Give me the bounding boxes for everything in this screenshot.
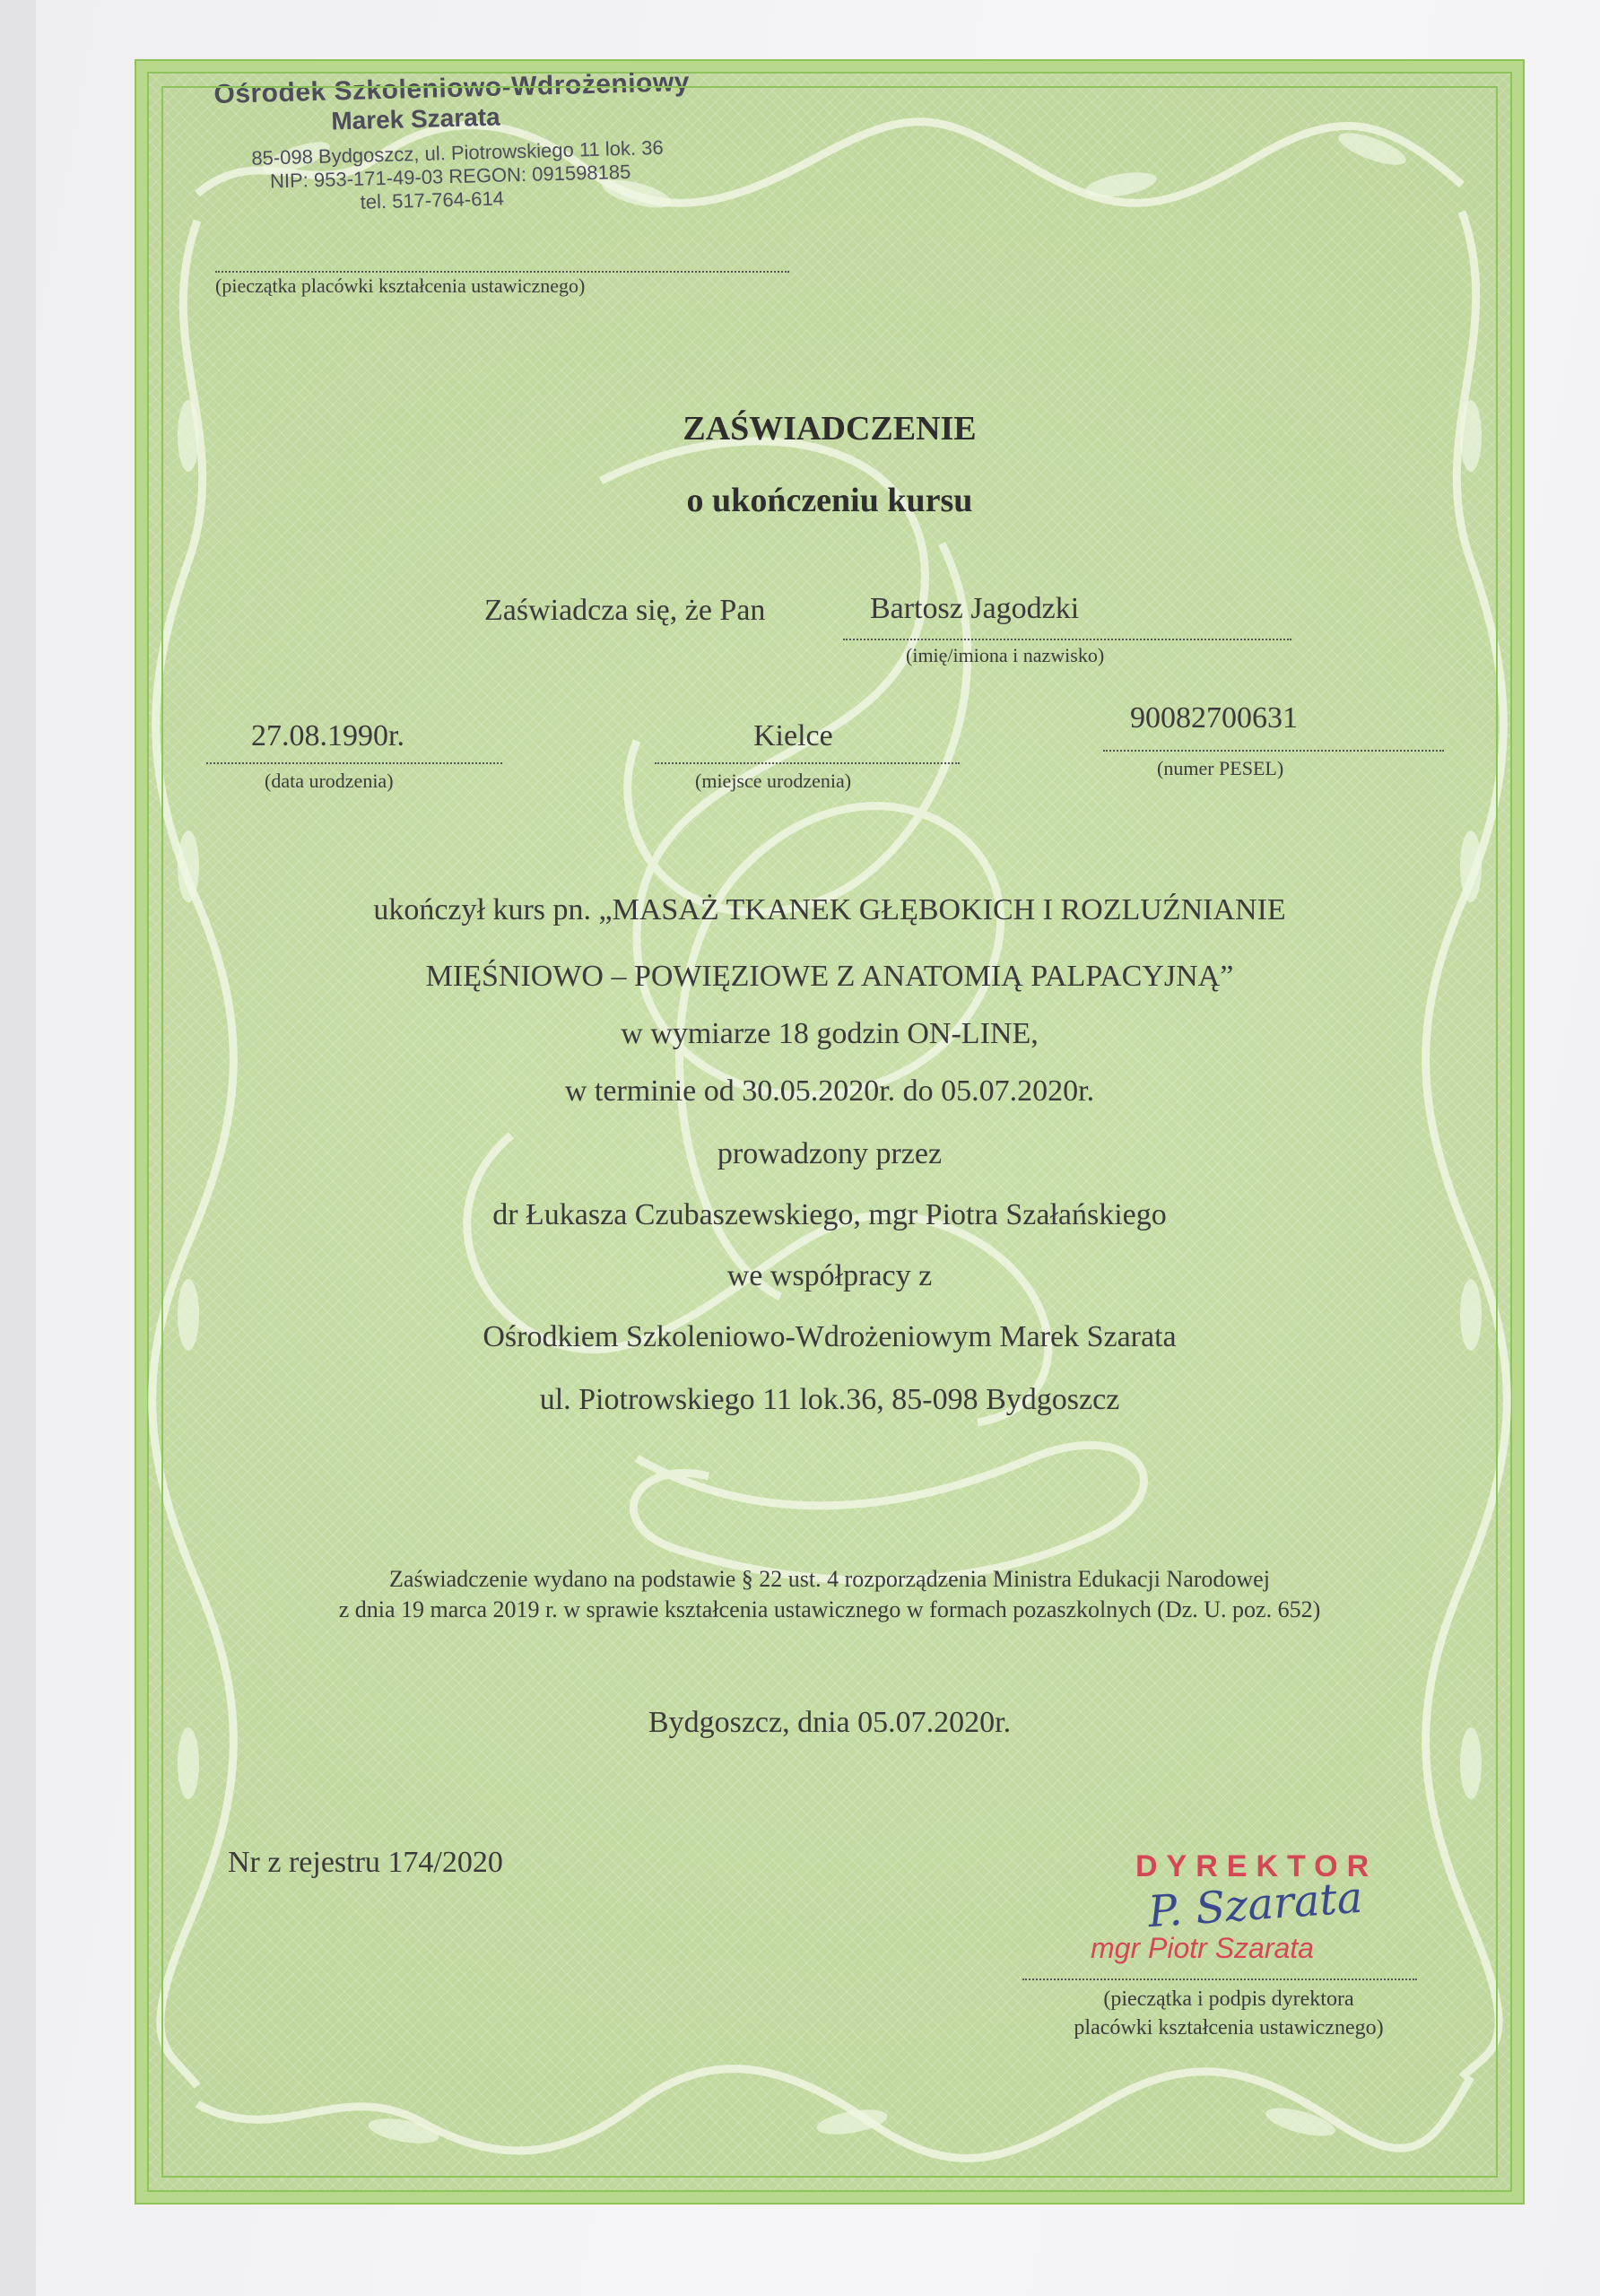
stamp-line-nip-regon: NIP: 953-171-49-03 REGON: 091598185 — [269, 160, 631, 193]
director-stamp-title: DYREKTOR — [1135, 1849, 1378, 1883]
course-dates: w terminie od 30.05.2020r. do 05.07.2020r. — [564, 1074, 1095, 1108]
course-cooperation-label: we współpracy z — [726, 1259, 933, 1292]
stamp-line-owner: Marek Szarata — [330, 102, 501, 135]
name-caption: (imię/imiona i nazwisko) — [906, 644, 1105, 666]
birth-date: 27.08.1990r. — [251, 719, 404, 752]
birth-place-caption: (miejsce urodzenia) — [695, 770, 852, 792]
stamp-dotted-line — [215, 271, 789, 273]
place-and-date: Bydgoszcz, dnia 05.07.2020r. — [648, 1706, 1012, 1739]
intro-text: Zaświadcza się, że Pan — [484, 594, 766, 627]
course-conducted-by-label: prowadzony przez — [717, 1137, 943, 1170]
course-line-1: ukończył kurs pn. „MASAŻ TKANEK GŁĘBOKICH I ROZLUŹNIANIE — [373, 893, 1286, 926]
birth-date-dotted-line — [206, 762, 502, 764]
stamp-line-phone: tel. 517-764-614 — [360, 187, 505, 213]
certificate-frame — [135, 59, 1525, 2205]
document-subtitle: o ukończeniu kursu — [686, 482, 973, 519]
signature-dotted-line — [1022, 1979, 1417, 1980]
pesel-number: 90082700631 — [1130, 701, 1298, 735]
course-line-2: MIĘŚNIOWO – POWIĘZIOWE Z ANATOMIĄ PALPACYJNĄ” — [425, 960, 1234, 993]
institution-stamp — [213, 67, 692, 218]
name-dotted-line — [843, 639, 1291, 640]
director-stamp-name: mgr Piotr Szarata — [1091, 1932, 1314, 1964]
course-partner-address: ul. Piotrowskiego 11 lok.36, 85-098 Bydgoszcz — [539, 1383, 1120, 1416]
signature-caption-line-1: (pieczątka i podpis dyrektora — [1103, 1987, 1354, 2011]
course-instructors: dr Łukasza Czubaszewskiego, mgr Piotra Szałańskiego — [492, 1198, 1167, 1231]
birth-place-dotted-line — [655, 762, 960, 764]
stamp-caption: (pieczątka placówki kształcenia ustawicznego) — [215, 274, 586, 297]
course-partner: Ośrodkiem Szkoleniowo-Wdrożeniowym Marek Szarata — [483, 1320, 1177, 1353]
person-name: Bartosz Jagodzki — [870, 592, 1080, 625]
signature-caption-line-2: placówki kształcenia ustawicznego) — [1074, 2016, 1384, 2039]
paper-sheet — [36, 0, 1600, 2296]
stamp-line-institution: Ośrodek Szkoleniowo-Wdrożeniowy — [213, 67, 691, 109]
stamp-line-address: 85-098 Bydgoszcz, ul. Piotrowskiego 11 lok. 36 — [251, 135, 664, 170]
pesel-dotted-line — [1103, 750, 1444, 752]
pesel-caption: (numer PESEL) — [1157, 757, 1284, 779]
birth-date-caption: (data urodzenia) — [265, 770, 394, 792]
legal-basis-line-2: z dnia 19 marca 2019 r. w sprawie kształcenia ustawicznego w formach pozaszkolnych (Dz. U. poz. 652) — [338, 1596, 1321, 1622]
register-number: Nr z rejestru 174/2020 — [228, 1846, 503, 1879]
course-hours: w wymiarze 18 godzin ON-LINE, — [621, 1017, 1039, 1050]
legal-basis-line-1: Zaświadczenie wydano na podstawie § 22 ust. 4 rozporządzenia Ministra Edukacji Narodowej — [389, 1566, 1270, 1592]
birth-place: Kielce — [753, 719, 833, 752]
document-title: ZAŚWIADCZENIE — [683, 410, 977, 448]
director-signature: P. Szarata — [1146, 1872, 1365, 1938]
